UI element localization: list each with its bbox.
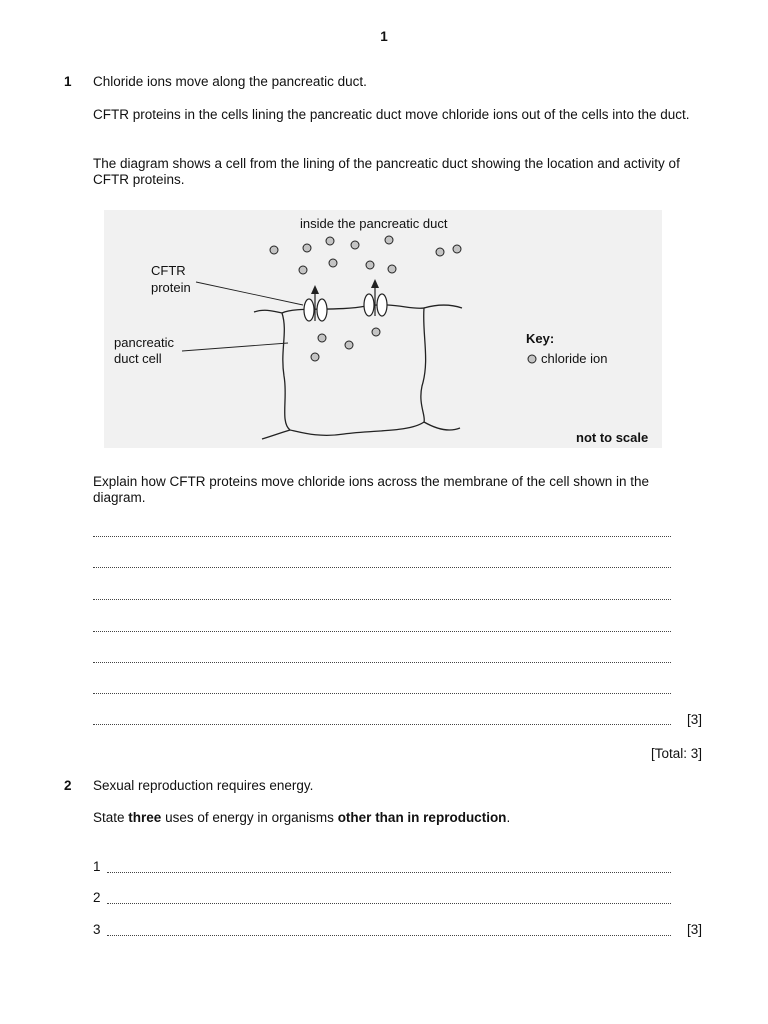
question-1-context: CFTR proteins in the cells lining the pancreatic duct move chloride ions out of the cells into the duct. xyxy=(93,107,690,122)
question-2-intro: Sexual reproduction requires energy. xyxy=(93,778,314,793)
pancreatic-duct-cell xyxy=(282,305,426,435)
answer-line[interactable] xyxy=(93,710,671,725)
question-1-diagram-description: The diagram shows a cell from the lining of the pancreatic duct showing the location and activity of CFTR proteins. xyxy=(93,156,680,187)
answer-line[interactable] xyxy=(93,553,671,568)
answer-line[interactable] xyxy=(93,585,671,600)
prompt-middle: uses of energy in organisms xyxy=(165,810,334,825)
answer-line-1[interactable] xyxy=(107,858,671,873)
prompt-period: . xyxy=(506,810,511,825)
right-neighbour-membrane xyxy=(424,305,462,308)
cell-pointer-line xyxy=(182,343,288,351)
answer-line[interactable] xyxy=(93,522,671,537)
left-neighbour-membrane xyxy=(254,310,282,313)
cftr-protein-2 xyxy=(364,279,387,316)
answer-number-1: 1 xyxy=(93,859,101,874)
prompt-three: three xyxy=(128,810,162,825)
key-item-label: chloride ion xyxy=(541,351,608,366)
cell-diagram-svg xyxy=(104,210,662,448)
chloride-ions-cell xyxy=(311,328,380,361)
question-1-total: [Total: 3] xyxy=(650,746,702,761)
page-number: 1 xyxy=(380,29,388,44)
right-neighbour-base xyxy=(424,422,460,430)
question-2-number: 2 xyxy=(64,778,72,793)
question-2-prompt xyxy=(93,810,703,826)
answer-line-2[interactable] xyxy=(107,889,671,904)
cftr-label-line2: protein xyxy=(151,280,191,295)
cftr-pointer-line xyxy=(196,282,303,305)
question-1-prompt: Explain how CFTR proteins move chloride ions across the membrane of the cell shown in the diagram. xyxy=(93,474,650,505)
scale-note: not to scale xyxy=(576,430,649,445)
cell-diagram xyxy=(104,210,662,448)
answer-line[interactable] xyxy=(93,617,671,632)
question-1-intro: Chloride ions move along the pancreatic duct. xyxy=(93,74,367,89)
answer-number-3: 3 xyxy=(93,922,101,937)
left-neighbour-base xyxy=(262,430,290,439)
answer-number-2: 2 xyxy=(93,890,101,905)
key-chloride-ion-icon xyxy=(528,355,536,363)
question-1-number: 1 xyxy=(64,74,72,89)
answer-line[interactable] xyxy=(93,648,671,663)
question-2-marks: [3] xyxy=(686,922,702,937)
cell-label-line2: duct cell xyxy=(114,351,162,366)
answer-line[interactable] xyxy=(93,679,671,694)
prompt-state: State xyxy=(93,810,125,825)
cftr-protein-1 xyxy=(304,285,327,321)
chloride-ions-duct xyxy=(270,236,461,274)
question-1-marks: [3] xyxy=(686,712,702,727)
cftr-label-line1: CFTR xyxy=(151,263,186,278)
answer-line-3[interactable] xyxy=(107,921,671,936)
key-title: Key: xyxy=(526,331,555,346)
prompt-other: other than in reproduction xyxy=(337,810,507,825)
cell-label-line1: pancreatic xyxy=(114,335,174,350)
duct-inside-label: inside the pancreatic duct xyxy=(300,216,448,231)
